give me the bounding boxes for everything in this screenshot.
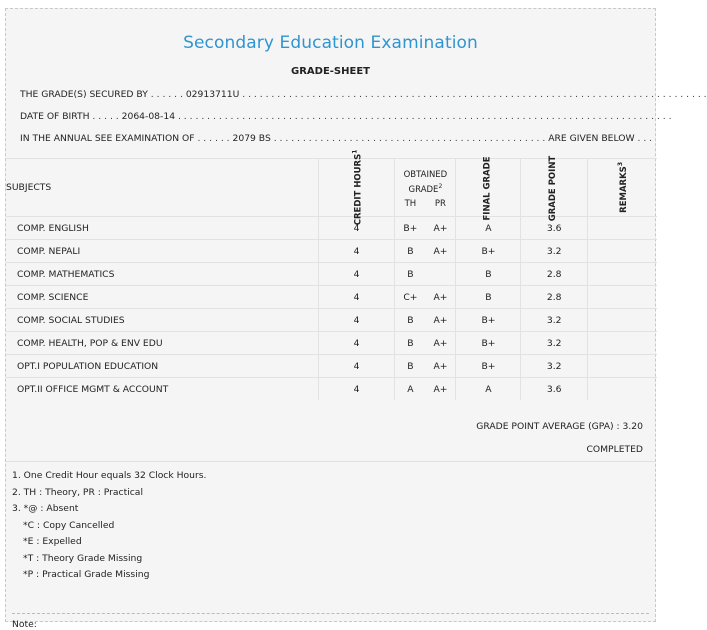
th-grade: C+ xyxy=(403,291,418,303)
notes-list xyxy=(12,468,206,584)
completion-status: COMPLETED xyxy=(586,444,643,455)
th-grade: B+ xyxy=(403,222,418,234)
remarks-cell xyxy=(587,332,657,355)
pr-grade: A+ xyxy=(433,337,448,349)
remarks-cell xyxy=(587,217,657,240)
grade-point-cell: 2.8 xyxy=(521,286,587,309)
table-header-row xyxy=(6,159,657,217)
credit-cell: 4 xyxy=(318,240,395,263)
table-row xyxy=(6,263,657,286)
credit-cell: 4 xyxy=(318,286,395,309)
note-item: *C : Copy Cancelled xyxy=(23,519,115,531)
gpa-summary: GRADE POINT AVERAGE (GPA) : 3.20 xyxy=(476,421,643,432)
final-grade-cell: B+ xyxy=(456,240,521,263)
dob-value: 2064-08-14 xyxy=(121,111,176,122)
exam-title: Secondary Education Examination xyxy=(183,33,478,53)
secured-by-label: THE GRADE(S) SECURED BY xyxy=(20,89,148,100)
secured-by-line: THE GRADE(S) SECURED BY . . . . . . 02913711U . . . . . . . . . . . . . . . . . . . . . . . . . . . . . . . . . . . . . . . . . . . . . . . . . . . . . . . . . . . . . . . . . . . . . . . . . . . . . . . . xyxy=(20,89,707,100)
pr-grade: A+ xyxy=(433,222,448,234)
subject-cell: COMP. MATHEMATICS xyxy=(6,263,318,286)
table-row xyxy=(6,309,657,332)
th-grade: B xyxy=(407,245,414,257)
note-label: Note: xyxy=(12,619,37,630)
symbol-number: 02913711U xyxy=(185,89,240,100)
header-obtained-grade: OBTAINED GRADE$^2$ TH PR xyxy=(395,159,456,217)
pr-grade: A+ xyxy=(433,360,448,372)
grade-point-cell: 3.2 xyxy=(521,240,587,263)
obtained-grade-cell xyxy=(395,240,456,263)
table-row xyxy=(6,286,657,309)
remarks-cell xyxy=(587,355,657,378)
pr-grade: A+ xyxy=(433,245,448,257)
remarks-cell xyxy=(587,240,657,263)
note-item: *T : Theory Grade Missing xyxy=(23,552,143,564)
dob-line: DATE OF BIRTH . . . . . 2064-08-14 . . . . . . . . . . . . . . . . . . . . . . . . . . . . . . . . . . . . . . . . . . . . . . . . . . . . . . . . . . . . . . . . . . . . . . . . . . . . . . . . . . . . . xyxy=(20,111,672,122)
header-remarks: REMARKS$^3$ xyxy=(587,159,657,217)
note-item: 2. TH : Theory, PR : Practical xyxy=(12,486,143,498)
credit-cell: 4 xyxy=(318,332,395,355)
grade-point-cell: 3.2 xyxy=(521,355,587,378)
obtained-grade-cell xyxy=(395,378,456,401)
subject-cell: COMP. ENGLISH xyxy=(6,217,318,240)
table-row xyxy=(6,378,657,401)
table-row xyxy=(6,240,657,263)
credit-cell: 4 xyxy=(318,263,395,286)
final-grade-cell: B+ xyxy=(456,355,521,378)
pr-grade xyxy=(425,269,455,280)
obtained-grade-cell xyxy=(395,309,456,332)
note-item: 1. One Credit Hour equals 32 Clock Hours. xyxy=(12,470,207,481)
grade-point-cell: 3.6 xyxy=(521,378,587,401)
dashed-divider xyxy=(12,613,649,614)
exam-label: IN THE ANNUAL SEE EXAMINATION OF xyxy=(20,133,195,144)
final-grade-cell: A xyxy=(456,217,521,240)
subject-cell: OPT.II OFFICE MGMT & ACCOUNT xyxy=(6,378,318,401)
header-pr: PR xyxy=(434,198,446,209)
grade-point-cell: 3.6 xyxy=(521,217,587,240)
subject-cell: COMP. NEPALI xyxy=(6,240,318,263)
obtained-grade-cell xyxy=(395,332,456,355)
obtained-grade-cell xyxy=(395,355,456,378)
header-subjects: SUBJECTS xyxy=(6,159,318,217)
subject-cell: OPT.I POPULATION EDUCATION xyxy=(6,355,318,378)
th-grade: B xyxy=(407,360,414,372)
grade-point-cell: 3.2 xyxy=(521,309,587,332)
final-grade-cell: A xyxy=(456,378,521,401)
th-grade: B xyxy=(407,337,414,349)
credit-cell: 4 xyxy=(318,309,395,332)
exam-year: 2079 BS xyxy=(232,133,271,144)
grade-point-cell: 2.8 xyxy=(521,263,587,286)
header-final-grade: FINAL GRADE xyxy=(456,159,521,217)
pr-grade: A+ xyxy=(433,383,448,395)
th-grade: B xyxy=(407,268,414,280)
obtained-grade-cell xyxy=(395,217,456,240)
header-grade-point: GRADE POINT xyxy=(521,159,587,217)
subject-cell: COMP. SCIENCE xyxy=(6,286,318,309)
pr-grade: A+ xyxy=(433,291,448,303)
grade-sheet xyxy=(5,8,707,630)
final-grade-cell: B xyxy=(456,286,521,309)
dob-label: DATE OF BIRTH xyxy=(20,111,90,122)
obtained-grade-cell xyxy=(395,286,456,309)
remarks-cell xyxy=(587,286,657,309)
subject-cell: COMP. SOCIAL STUDIES xyxy=(6,309,318,332)
grade-sheet-heading: GRADE-SHEET xyxy=(291,66,370,77)
grades-table xyxy=(6,149,657,400)
note-item: *E : Expelled xyxy=(23,536,82,547)
grade-point-cell: 3.2 xyxy=(521,332,587,355)
header-credit-hours: CREDIT HOURS$^1$ xyxy=(318,159,395,217)
note-item: 3. *@ : Absent xyxy=(12,503,79,514)
remarks-cell xyxy=(587,378,657,401)
final-grade-cell: B+ xyxy=(456,332,521,355)
exam-line: IN THE ANNUAL SEE EXAMINATION OF . . . . . . 2079 BS . . . . . . . . . . . . . . . . . . . . . . . . . . . . . . . . . . . . . . . . . . . . . . . ARE GIVEN BELOW . . . xyxy=(20,133,653,144)
credit-cell: 4 xyxy=(318,217,395,240)
pr-grade: A+ xyxy=(433,314,448,326)
final-grade-cell: B xyxy=(456,263,521,286)
credit-cell: 4 xyxy=(318,355,395,378)
given-below-label: ARE GIVEN BELOW xyxy=(548,133,635,144)
header-th: TH xyxy=(404,198,417,209)
subject-cell: COMP. HEALTH, POP & ENV EDU xyxy=(6,332,318,355)
th-grade: A xyxy=(407,383,414,395)
th-grade: B xyxy=(407,314,414,326)
remarks-cell xyxy=(587,263,657,286)
obtained-grade-cell xyxy=(395,263,456,286)
table-row xyxy=(6,355,657,378)
table-row xyxy=(6,217,657,240)
table-row xyxy=(6,332,657,355)
note-item: *P : Practical Grade Missing xyxy=(23,569,150,580)
credit-cell: 4 xyxy=(318,378,395,401)
remarks-cell xyxy=(587,309,657,332)
divider xyxy=(6,461,655,462)
final-grade-cell: B+ xyxy=(456,309,521,332)
